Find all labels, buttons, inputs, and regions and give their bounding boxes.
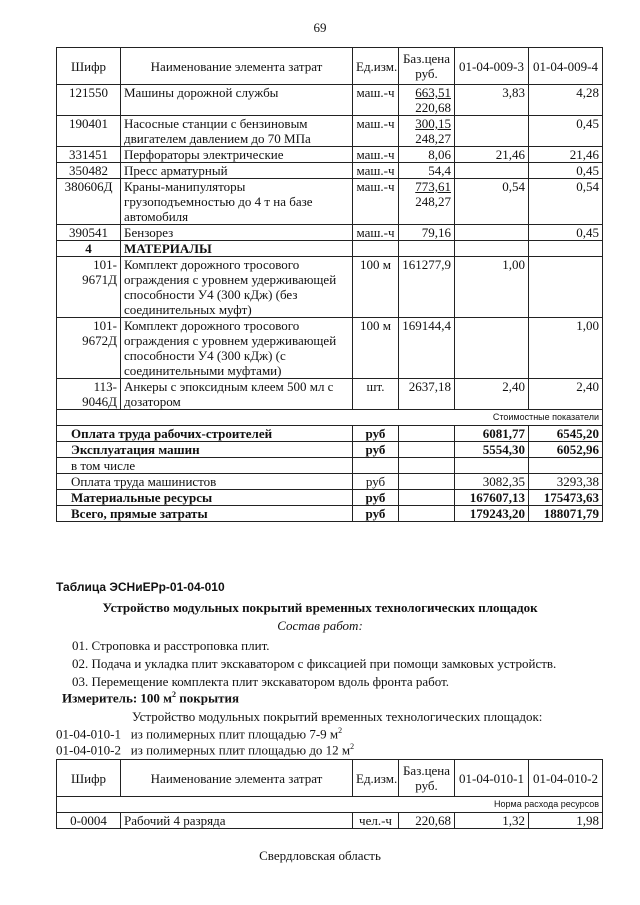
total-row: [57, 474, 603, 490]
total-v2: 6545,20: [529, 426, 603, 442]
cell-price: [399, 116, 455, 147]
table-row: [57, 813, 603, 829]
cell-name: Перфораторы электрические: [121, 147, 353, 163]
header-col2: 01-04-009-4: [529, 48, 603, 85]
total-v1: 6081,77: [455, 426, 529, 442]
cell-price: [399, 225, 455, 241]
table-row: [57, 116, 603, 147]
cell-name: Рабочий 4 разряда: [121, 813, 353, 829]
cell-unit: маш.-ч: [353, 225, 399, 241]
cell-name: Насосные станции с бензиновым двигателем давлением до 70 МПа: [121, 116, 353, 147]
cell-v1: 1,00: [455, 257, 529, 318]
cell-code: 331451: [57, 147, 121, 163]
cell-v1: 3,83: [455, 85, 529, 116]
price-labor: 220,68: [415, 100, 451, 115]
empty-cell: [399, 442, 455, 458]
norm-caption: Норма расхода ресурсов: [57, 797, 603, 813]
cell-unit: маш.-ч: [353, 85, 399, 116]
empty-cell: [399, 458, 455, 474]
cell-code: 113-9046Д: [57, 379, 121, 410]
table-header-row: [57, 760, 603, 797]
table-row: [57, 85, 603, 116]
cell-v1: [455, 116, 529, 147]
empty-cell: [399, 506, 455, 522]
cell-unit: шт.: [353, 379, 399, 410]
cell-unit: 100 м: [353, 318, 399, 379]
cell-unit: 100 м: [353, 257, 399, 318]
price-value: 54,4: [428, 163, 451, 178]
price-value: 8,06: [428, 147, 451, 162]
variant-1: 01-04-010-1 из полимерных плит площадью 7-9 $м^2$: [56, 726, 343, 742]
variant-2: 01-04-010-2 из полимерных плит площадью до 12 $м^2$: [56, 742, 355, 758]
cell-name: Комплект дорожного тросового ограждения с уровнем удерживающей способности У4 (300 кДж) (с соединительными муфтами): [121, 318, 353, 379]
header-col2: 01-04-010-2: [529, 760, 603, 797]
header-unit: Ед.изм.: [353, 760, 399, 797]
cell-name: Машины дорожной службы: [121, 85, 353, 116]
cost-caption: Стоимостные показатели: [57, 410, 603, 426]
empty-cell: [399, 474, 455, 490]
work-description: Устройство модульных покрытий временных технологических площадок:: [132, 709, 543, 724]
price-value: 773,61: [415, 179, 451, 194]
cell-price: 169144,4: [399, 318, 455, 379]
total-label: в том числе: [57, 458, 353, 474]
table-row: [57, 163, 603, 179]
cell-unit: маш.-ч: [353, 163, 399, 179]
table-row: [57, 225, 603, 241]
caption-row: [57, 410, 603, 426]
header-name: Наименование элемента затрат: [121, 48, 353, 85]
header-col1: 01-04-009-3: [455, 48, 529, 85]
header-code: Шифр: [57, 48, 121, 85]
page-number: 69: [313, 20, 327, 35]
cell-v2: 2,40: [529, 379, 603, 410]
cell-v1: 1,32: [455, 813, 529, 829]
cell-name: Пресс арматурный: [121, 163, 353, 179]
cell-unit: маш.-ч: [353, 147, 399, 163]
total-label: Материальные ресурсы: [57, 490, 353, 506]
total-v2: 3293,38: [529, 474, 603, 490]
table-row: [57, 147, 603, 163]
table-row: [57, 318, 603, 379]
total-unit: [353, 458, 399, 474]
header-price: Баз.цена руб.: [399, 760, 455, 797]
total-row: [57, 458, 603, 474]
empty-cell: [529, 241, 603, 257]
cell-name: Бензорез: [121, 225, 353, 241]
empty-cell: [399, 490, 455, 506]
cell-code: 380606Д: [57, 179, 121, 225]
cell-v1: [455, 318, 529, 379]
header-code: Шифр: [57, 760, 121, 797]
composition-label: Состав работ:: [277, 618, 363, 633]
total-label: Оплата труда машинистов: [57, 474, 353, 490]
cell-code: 101-9672Д: [57, 318, 121, 379]
total-unit: руб: [353, 442, 399, 458]
section-name: МАТЕРИАЛЫ: [121, 241, 353, 257]
total-v1: 179243,20: [455, 506, 529, 522]
cell-price: 161277,9: [399, 257, 455, 318]
header-name: Наименование элемента затрат: [121, 760, 353, 797]
table-row: [57, 257, 603, 318]
cell-v1: 21,46: [455, 147, 529, 163]
cell-v2: 1,00: [529, 318, 603, 379]
cell-unit: чел.-ч: [353, 813, 399, 829]
table-title: Таблица ЭСНиЕРр-01-04-010: [56, 580, 225, 594]
cell-v2: 0,54: [529, 179, 603, 225]
cell-code: 121550: [57, 85, 121, 116]
cell-price: [399, 85, 455, 116]
step-1: 01. Строповка и расстроповка плит.: [72, 638, 270, 653]
total-v2: 6052,96: [529, 442, 603, 458]
cell-name: Анкеры с эпоксидным клеем 500 мл с дозатором: [121, 379, 353, 410]
total-unit: руб: [353, 426, 399, 442]
price-value: 663,51: [415, 85, 451, 100]
price-value: 300,15: [415, 116, 451, 131]
price-labor: 248,27: [415, 194, 451, 209]
empty-cell: [399, 426, 455, 442]
measure-unit: Измеритель: 100 $м^2$ покрытия: [62, 690, 240, 706]
empty-cell: [455, 241, 529, 257]
cell-unit: маш.-ч: [353, 179, 399, 225]
table-header-row: [57, 48, 603, 85]
total-v1: 3082,35: [455, 474, 529, 490]
cell-v2: 0,45: [529, 163, 603, 179]
footer-region: Свердловская область: [259, 848, 381, 863]
header-price: Баз.цена руб.: [399, 48, 455, 85]
total-unit: руб: [353, 474, 399, 490]
resource-table: [56, 47, 603, 522]
table-row: [57, 379, 603, 410]
price-labor: 248,27: [415, 131, 451, 146]
cell-code: 0-0004: [57, 813, 121, 829]
empty-cell: [399, 241, 455, 257]
total-v1: 167607,13: [455, 490, 529, 506]
total-label: Оплата труда рабочих-строителей: [57, 426, 353, 442]
total-unit: руб: [353, 490, 399, 506]
cell-price: [399, 163, 455, 179]
section-row: [57, 241, 603, 257]
cell-v1: 0,54: [455, 179, 529, 225]
cell-v2: 4,28: [529, 85, 603, 116]
cell-v1: 2,40: [455, 379, 529, 410]
cell-price: 220,68: [399, 813, 455, 829]
total-label: Эксплуатация машин: [57, 442, 353, 458]
cell-name: Краны-манипуляторы грузоподъемностью до 4 т на базе автомобиля: [121, 179, 353, 225]
cell-v2: 0,45: [529, 116, 603, 147]
resource-table-2: [56, 759, 603, 829]
cell-price: [399, 147, 455, 163]
cell-name: Комплект дорожного тросового ограждения с уровнем удерживающей способности У4 (300 кДж) (без соединительных муфт): [121, 257, 353, 318]
cell-v1: [455, 163, 529, 179]
step-3: 03. Перемещение комплекта плит экскаватором вдоль фронта работ.: [72, 674, 450, 689]
total-v1: 5554,30: [455, 442, 529, 458]
section-code: 4: [57, 241, 121, 257]
cell-code: 101-9671Д: [57, 257, 121, 318]
caption-row: [57, 797, 603, 813]
header-unit: Ед.изм.: [353, 48, 399, 85]
cell-v2: [529, 257, 603, 318]
step-2: 02. Подача и укладка плит экскаватором с фиксацией при помощи замковых устройств.: [72, 656, 557, 671]
total-row: [57, 426, 603, 442]
price-value: 79,16: [421, 225, 451, 240]
table-row: [57, 179, 603, 225]
total-row: [57, 490, 603, 506]
header-col1: 01-04-010-1: [455, 760, 529, 797]
cell-v2: 0,45: [529, 225, 603, 241]
cell-code: 390541: [57, 225, 121, 241]
cell-code: 190401: [57, 116, 121, 147]
cell-code: 350482: [57, 163, 121, 179]
total-row: [57, 506, 603, 522]
total-v2: 188071,79: [529, 506, 603, 522]
total-label: Всего, прямые затраты: [57, 506, 353, 522]
total-v2: [529, 458, 603, 474]
cell-v2: 1,98: [529, 813, 603, 829]
cell-price: 2637,18: [399, 379, 455, 410]
cell-v2: 21,46: [529, 147, 603, 163]
empty-cell: [353, 241, 399, 257]
cell-price: [399, 179, 455, 225]
total-v1: [455, 458, 529, 474]
total-unit: руб: [353, 506, 399, 522]
total-v2: 175473,63: [529, 490, 603, 506]
total-row: [57, 442, 603, 458]
section-title: Устройство модульных покрытий временных технологических площадок: [102, 600, 538, 615]
cell-v1: [455, 225, 529, 241]
cell-unit: маш.-ч: [353, 116, 399, 147]
